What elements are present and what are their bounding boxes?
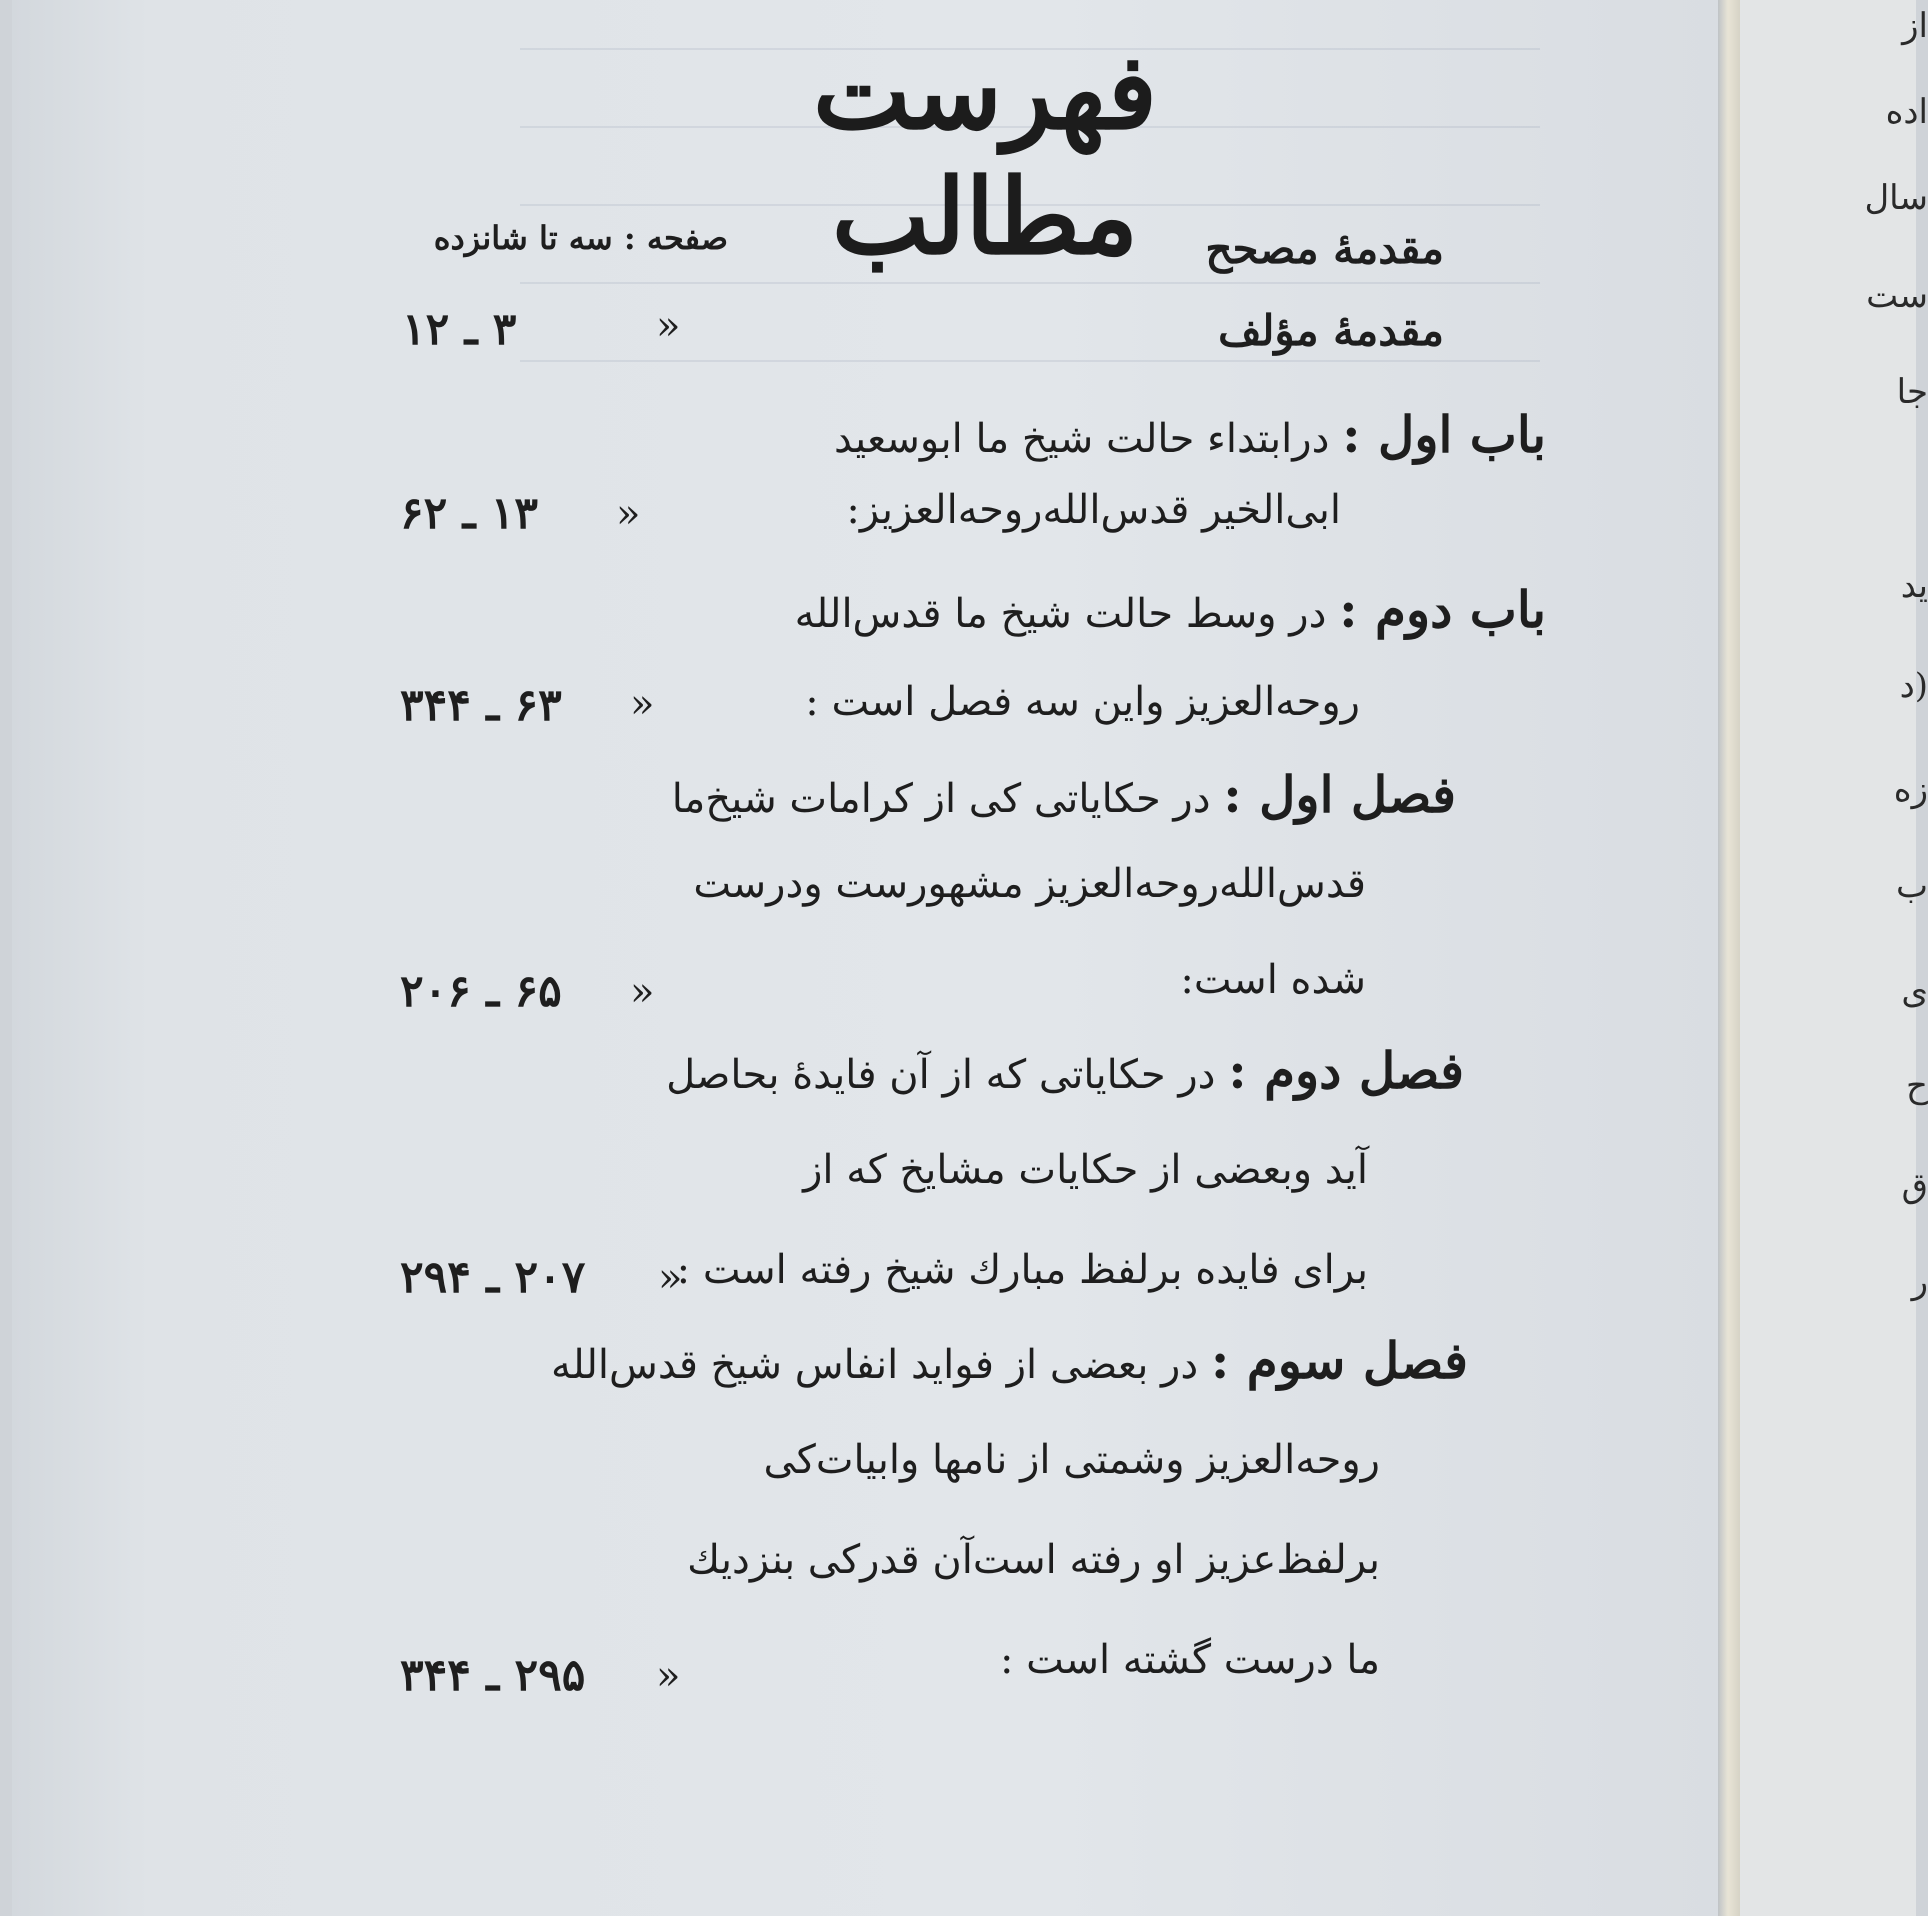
toc-entry-section-2 (666, 1041, 1464, 1100)
toc-entry-label: باب اول : (1342, 405, 1546, 464)
toc-entry-text: در حکایاتی که از آن فایدهٔ بحاصل (666, 1052, 1216, 1098)
toc-entry-label: فصل دوم : (1228, 1041, 1464, 1100)
ditto-mark: » (630, 969, 655, 1015)
adjacent-fragment: ح (1906, 1066, 1928, 1106)
adjacent-fragment: سال (1864, 178, 1928, 218)
page-column-header: صفحه : سه تا شانزده (433, 219, 728, 257)
toc-entry-text: در بعضی از فواید انفاس شیخ قدس‌الله (551, 1342, 1199, 1388)
toc-entry-text: در وسط حالت شیخ ما قدس‌الله (794, 591, 1327, 637)
book-gutter (1718, 0, 1740, 1916)
toc-entry-text: در حکایاتی کی از کرامات شیخ‌ما (671, 776, 1211, 822)
adjacent-page (1740, 0, 1928, 1916)
toc-page-range: ۶۵ ـ ۲۰۶ (400, 966, 562, 1017)
ditto-mark: » (656, 303, 681, 349)
toc-entry-text: مقدمهٔ مؤلف (1218, 306, 1444, 355)
toc-page-range: ۲۹۵ ـ ۳۴۴ (400, 1650, 586, 1701)
toc-page-range: ۲۰۷ ـ ۲۹۴ (400, 1252, 586, 1303)
toc-entry-chapter-2 (794, 580, 1546, 639)
toc-entry-section-3 (551, 1331, 1468, 1390)
toc-entry-label: فصل سوم : (1210, 1331, 1468, 1390)
adjacent-fragment: از (1902, 6, 1928, 46)
adjacent-fragment: زه (1893, 770, 1928, 810)
toc-entry-section-1 (671, 765, 1456, 824)
toc-entry-text: مقدمهٔ مصحح (1205, 224, 1444, 273)
adjacent-fragment: ید (1900, 566, 1928, 606)
ditto-mark: » (630, 681, 655, 727)
ditto-mark: » (616, 491, 641, 537)
toc-page-range: ۱۳ ـ ۶۲ (400, 488, 539, 539)
toc-entry-continuation: روحه‌العزیز واین سه فصل است : (805, 679, 1360, 725)
adjacent-fragment: ب (1895, 866, 1928, 906)
toc-page-range: ۶۳ ـ ۳۴۴ (400, 680, 562, 731)
adjacent-fragment: ی (1901, 972, 1928, 1012)
toc-entry-label: باب دوم : (1339, 580, 1546, 639)
ditto-mark: » (656, 1653, 681, 1699)
toc-entry-continuation: ابی‌الخیر قدس‌الله‌روحه‌العزیز: (846, 487, 1341, 533)
adjacent-fragment: جا (1896, 372, 1928, 412)
ditto-mark: » (658, 1255, 683, 1301)
toc-entry-author-intro (1218, 306, 1444, 355)
toc-entry-continuation: روحه‌العزیز وشمتی از نامها وابیات‌کی (763, 1437, 1380, 1483)
page-title: فهرست مطالب (812, 30, 1158, 278)
toc-entry-continuation: آید وبعضی از حکایات مشایخ که از (803, 1147, 1368, 1193)
adjacent-fragment: ق (1901, 1166, 1928, 1206)
toc-entry-chapter-1 (834, 405, 1546, 464)
toc-entry-continuation: برای فایده برلفظ مبارك شیخ رفته است : (676, 1247, 1368, 1293)
adjacent-fragment: ست (1866, 276, 1928, 316)
toc-entry-label: فصل اول : (1223, 765, 1456, 824)
toc-entry-text: درابتداء حالت شیخ ما ابوسعید (834, 416, 1330, 462)
adjacent-fragment: ر (1911, 1262, 1928, 1302)
toc-entry-continuation: ما درست گشته است : (999, 1637, 1380, 1683)
toc-entry-editor-intro (1205, 224, 1444, 273)
adjacent-fragment: اده (1885, 92, 1928, 132)
toc-entry-continuation: قدس‌الله‌روحه‌العزیز مشهورست ودرست (693, 861, 1366, 907)
adjacent-fragment: (د (1899, 666, 1928, 706)
toc-entry-continuation: شده است: (1180, 957, 1366, 1003)
toc-entry-continuation: برلفظ‌عزیز او رفته است‌آن قدرکی بنزدیك (687, 1537, 1380, 1583)
toc-page-range: ۳ ـ ۱۲ (402, 304, 517, 355)
